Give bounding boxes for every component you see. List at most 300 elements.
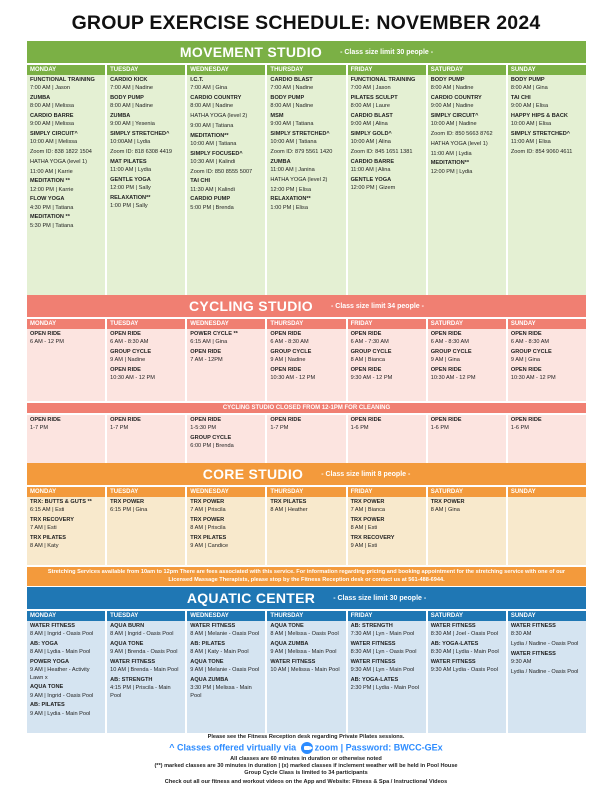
cycling-studio-section xyxy=(27,295,586,469)
class-detail: 6:00 PM | Brenda xyxy=(190,443,234,450)
class-detail: 9:30 AM xyxy=(510,659,532,666)
class-detail: 11:00 AM | Alina xyxy=(350,167,391,174)
day-header-friday: FRIDAY xyxy=(348,65,426,75)
class-detail: 1-6 PM xyxy=(510,425,529,432)
class-name: MSM xyxy=(270,113,284,120)
class-name: GROUP CYCLE xyxy=(190,435,232,442)
class-name: SIMPLY STRETCHED^ xyxy=(270,131,330,138)
class-name: AQUA ZUMBA xyxy=(190,677,229,684)
class-name: BODY PUMP xyxy=(270,95,305,102)
class-name: TAI CHI xyxy=(190,178,211,185)
day-column-tuesday xyxy=(107,497,185,565)
class-name: GROUP CYCLE xyxy=(270,349,312,356)
class-name: TRX: BUTTS & GUTS ** xyxy=(30,499,92,505)
class-name: WATER FITNESS xyxy=(430,659,476,666)
class-detail: 12:00 PM | Elisa xyxy=(270,186,312,193)
day-column-saturday xyxy=(428,75,506,309)
class-detail: 8 AM | Bianca xyxy=(350,357,385,364)
class-name: CARDIO PUMP xyxy=(190,196,231,203)
class-detail: 9 AM | Brenda - Oasis Pool xyxy=(110,649,178,656)
class-name: BODY PUMP xyxy=(110,95,144,102)
class-detail: 10:30 AM - 12 PM xyxy=(110,375,155,382)
day-column-monday xyxy=(27,329,105,401)
class-detail: 8 AM | Priscila xyxy=(190,525,226,532)
class-name: CARDIO BARRE xyxy=(350,158,395,165)
class-name: WATER FITNESS xyxy=(30,623,75,629)
class-detail: 9 AM | Heather - Activity Lawn x xyxy=(30,667,90,681)
day-column-saturday xyxy=(428,415,506,469)
class-detail: 7:00 AM | Nadine xyxy=(110,85,153,92)
class-detail: 8 AM | Ingrid - Oasis Pool xyxy=(110,631,174,638)
class-name: CARDIO BARRE xyxy=(30,113,74,120)
day-column-tuesday xyxy=(107,75,185,309)
day-column-sunday xyxy=(508,415,586,469)
class-name: TRX POWER xyxy=(110,499,145,505)
duration-note: All classes are 60 minutes in duration or otherwise noted xyxy=(230,756,382,762)
class-name: ZUMBA xyxy=(30,95,51,102)
day-column-tuesday xyxy=(107,329,185,401)
class-name: CARDIO BLAST xyxy=(270,77,313,83)
day-header-thursday: THURSDAY xyxy=(267,65,345,75)
class-name: HAPPY HIPS & BACK xyxy=(510,113,568,120)
class-detail: HATHA YOGA (level 2) xyxy=(190,113,248,120)
class-name: OPEN RIDE xyxy=(110,331,141,337)
class-name: OPEN RIDE xyxy=(510,417,542,423)
class-name: POWER YOGA xyxy=(30,659,70,666)
zoom-password: | Password: BWCC-GEx xyxy=(340,742,443,753)
class-name: WATER FITNESS xyxy=(110,659,156,666)
class-detail: 7 AM | Esti xyxy=(30,525,57,532)
day-header-wednesday: WEDNESDAY xyxy=(187,611,265,621)
class-name: RELAXATION** xyxy=(110,194,151,201)
class-name: CARDIO BLAST xyxy=(350,113,393,120)
class-name: TRX POWER xyxy=(430,499,465,505)
class-detail: 12:00 PM | Lydia xyxy=(430,168,473,175)
class-detail: 1-7 PM xyxy=(110,425,129,432)
class-name: TRX RECOVERY xyxy=(30,517,74,524)
class-detail: 3:30 PM | Melissa - Main Pool xyxy=(190,685,252,699)
class-detail: 10:00 AM | Melissa xyxy=(30,139,78,146)
class-detail: 8 AM | Gina xyxy=(430,507,460,514)
class-detail: 8 AM | Lydia - Main Pool xyxy=(30,649,91,656)
class-name: OPEN RIDE xyxy=(350,367,382,374)
class-detail: 6:15 AM | Gina xyxy=(190,339,228,346)
class-name: OPEN RIDE xyxy=(510,331,542,337)
day-header-saturday: SATURDAY xyxy=(428,487,506,497)
class-detail: 7:30 AM | Lyn - Main Pool xyxy=(350,631,415,638)
day-column-friday xyxy=(348,497,426,565)
class-name: WATER FITNESS xyxy=(430,623,476,629)
class-name: GROUP CYCLE xyxy=(430,349,472,356)
class-name: PILATES SCULPT xyxy=(350,95,398,102)
class-detail: 1:00 PM | Elisa xyxy=(270,204,308,211)
page-title: GROUP EXERCISE SCHEDULE: NOVEMBER 2024 xyxy=(71,12,541,34)
class-detail: 9 AM | Lydia - Main Pool xyxy=(30,710,91,717)
class-detail: 9 AM | Esti xyxy=(350,543,378,550)
day-header-thursday: THURSDAY xyxy=(267,611,345,621)
class-detail: 10:30 AM - 12 PM xyxy=(510,375,556,382)
day-header-wednesday: WEDNESDAY xyxy=(187,65,265,75)
day-header-friday: FRIDAY xyxy=(348,611,426,621)
class-name: AQUA TONE xyxy=(270,623,304,629)
class-detail: 6 AM - 8:30 AM xyxy=(430,339,469,346)
cycling-studio-title: CYCLING STUDIO xyxy=(189,298,313,314)
cycling-closed-notice: CYCLING STUDIO CLOSED FROM 12-1PM FOR CLEANING xyxy=(27,403,586,413)
class-name: AB: PILATES xyxy=(190,641,225,648)
class-detail: 8:00 AM | Nadine xyxy=(430,85,474,92)
class-name: FLOW YOGA xyxy=(30,196,65,203)
class-name: AB: STRENGTH xyxy=(110,677,153,684)
movement-studio-section xyxy=(27,41,586,309)
class-name: ZUMBA xyxy=(110,113,131,120)
class-name: OPEN RIDE xyxy=(30,331,61,337)
class-detail: 9:30 AM - 12 PM xyxy=(350,375,393,382)
group-cycle-limit-note: Group Cycle Class is limited to 34 participants xyxy=(244,770,368,776)
class-name: SIMPLY CIRCUIT^ xyxy=(30,131,78,138)
class-name: TAI CHI xyxy=(510,95,531,102)
day-column-monday xyxy=(27,415,105,469)
class-name: BODY PUMP xyxy=(510,77,545,83)
class-detail: 10 AM | Brenda - Main Pool xyxy=(110,667,179,674)
aquatic-class-limit: - Class size limit 30 people - xyxy=(333,594,427,602)
class-detail: 8:00 AM | Nadine xyxy=(110,103,153,110)
class-detail: 9 AM | Ingrid - Oasis Pool xyxy=(30,692,94,699)
day-column-wednesday xyxy=(187,75,265,309)
class-detail: 4:30 PM | Tatiana xyxy=(30,204,74,211)
zoom-icon xyxy=(301,742,313,754)
class-detail: 12:00 PM | Gizem xyxy=(350,185,396,192)
class-detail: 8:30 AM xyxy=(510,631,532,638)
class-detail: 10:30 AM - 12 PM xyxy=(430,375,476,382)
class-name: WATER FITNESS xyxy=(350,641,396,648)
class-name: WATER FITNESS xyxy=(510,650,556,657)
class-detail: 9:00 AM | Alina xyxy=(350,121,388,128)
class-name: AQUA BURN xyxy=(110,623,145,629)
class-detail: 7 AM | Bianca xyxy=(350,507,385,514)
class-detail: 1-5:30 PM xyxy=(190,425,217,432)
class-detail: 1-7 PM xyxy=(270,425,289,432)
class-name: AB: YOGA-LATES xyxy=(430,641,479,648)
day-column-thursday xyxy=(267,75,345,309)
class-detail: 9 AM | Gina xyxy=(430,357,460,364)
class-name: CARDIO COUNTRY xyxy=(430,95,482,102)
day-column-wednesday xyxy=(187,497,265,565)
class-name: TRX PILATES xyxy=(270,499,307,505)
class-name: OPEN RIDE xyxy=(270,331,302,337)
class-name: OPEN RIDE xyxy=(510,367,542,374)
class-detail: 9:00 AM | Tatiana xyxy=(270,121,314,128)
day-column-wednesday xyxy=(187,621,265,733)
day-column-thursday xyxy=(267,621,345,733)
day-header-saturday: SATURDAY xyxy=(428,65,506,75)
class-name: TRX POWER xyxy=(350,517,385,524)
class-name: POWER CYCLE ** xyxy=(190,331,238,337)
class-detail: 7:00 AM | Nadine xyxy=(270,85,314,92)
class-detail: 11:00 AM | Janina xyxy=(270,167,315,174)
class-detail: 1-7 PM xyxy=(30,425,49,432)
class-name: TRX RECOVERY xyxy=(350,535,395,542)
class-detail: 10:30 AM | Kalindi xyxy=(190,158,236,165)
class-detail: 6 AM - 8:30 AM xyxy=(270,339,309,346)
class-detail: 11:00 AM | Elisa xyxy=(510,139,551,146)
day-header-tuesday: TUESDAY xyxy=(107,65,185,75)
class-detail: 6 AM - 8:30 AM xyxy=(110,339,149,346)
day-header-thursday: THURSDAY xyxy=(267,487,345,497)
class-name: OPEN RIDE xyxy=(190,417,222,423)
class-name: WATER FITNESS xyxy=(350,659,396,666)
class-detail: Zoom ID: 838 1822 1504 xyxy=(30,149,92,156)
class-name: WATER FITNESS xyxy=(190,623,236,629)
class-detail: 5:00 PM | Brenda xyxy=(190,204,234,211)
class-detail: 8:00 AM | Nadine xyxy=(270,103,314,110)
class-name: TRX PILATES xyxy=(190,535,227,542)
class-name: OPEN RIDE xyxy=(110,417,141,423)
class-detail: Lydia / Nadine - Oasis Pool xyxy=(510,641,579,648)
class-name: GROUP CYCLE xyxy=(510,349,552,356)
class-detail: 8:30 AM | Joel - Oasis Pool xyxy=(430,631,499,638)
class-name: OPEN RIDE xyxy=(430,367,462,374)
class-detail: Zoom ID: 818 6308 4419 xyxy=(110,149,173,156)
day-column-monday xyxy=(27,621,105,733)
class-detail: HATHA YOGA (level 1) xyxy=(30,158,87,165)
class-detail: 9:00 AM | Tatiana xyxy=(190,122,234,129)
class-name: MAT PILATES xyxy=(110,158,147,165)
class-detail: 10:00 AM | Tatiana xyxy=(190,140,237,147)
day-column-sunday xyxy=(508,497,586,565)
class-detail: 9:00 AM | Nadine xyxy=(430,103,474,110)
class-detail: 4:15 PM | Priscila - Main Pool xyxy=(110,685,171,699)
day-column-tuesday xyxy=(107,621,185,733)
class-detail: 7:00 AM | Jason xyxy=(30,85,71,92)
class-detail: 8:00 AM | Nadine xyxy=(190,103,234,110)
class-detail: 9 AM | Gina xyxy=(510,357,540,364)
day-header-tuesday: TUESDAY xyxy=(107,487,185,497)
class-name: FUNCTIONAL TRAINING xyxy=(350,77,416,83)
class-name: AB: YOGA-LATES xyxy=(350,677,399,684)
class-detail: 9 AM | Melissa - Main Pool xyxy=(270,649,337,656)
class-name: SIMPLY CIRCUIT^ xyxy=(430,113,479,120)
core-studio-title: CORE STUDIO xyxy=(202,466,304,482)
class-name: SIMPLY GOLD^ xyxy=(350,131,392,138)
class-name: GENTLE YOGA xyxy=(110,176,151,183)
day-column-sunday xyxy=(508,329,586,401)
class-name: MEDITATION ** xyxy=(30,178,70,185)
class-detail: Lydia / Nadine - Oasis Pool xyxy=(510,668,579,675)
class-detail: HATHA YOGA (level 1) xyxy=(430,140,488,147)
day-column-wednesday xyxy=(187,415,265,469)
class-detail: Zoom ID: 879 5561 1420 xyxy=(270,149,333,156)
class-name: AB: STRENGTH xyxy=(350,623,393,629)
day-header-monday: MONDAY xyxy=(27,319,105,329)
day-column-sunday xyxy=(508,621,586,733)
class-detail: 6:15 PM | Gina xyxy=(110,507,148,514)
class-name: TRX POWER xyxy=(350,499,385,505)
class-detail: 8 AM | Esti xyxy=(350,525,378,532)
aquatic-center-header xyxy=(27,587,586,609)
aquatic-center-section xyxy=(27,587,586,733)
class-name: GROUP CYCLE xyxy=(110,349,152,356)
class-detail: 9:00 AM | Elisa xyxy=(510,103,549,110)
class-name: BODY PUMP xyxy=(430,77,465,83)
class-name: AQUA TONE xyxy=(110,641,144,648)
day-header-tuesday: TUESDAY xyxy=(107,611,185,621)
class-detail: 7 AM - 12PM xyxy=(190,357,223,364)
day-header-thursday: THURSDAY xyxy=(267,319,345,329)
class-name: CARDIO KICK xyxy=(110,77,148,83)
day-header-sunday: SUNDAY xyxy=(508,487,586,497)
day-column-monday xyxy=(27,497,105,565)
aquatic-center-title: AQUATIC CENTER xyxy=(186,590,316,606)
class-name: TRX POWER xyxy=(190,499,225,505)
class-detail: 6:15 AM | Esti xyxy=(30,507,65,514)
class-name: OPEN RIDE xyxy=(350,331,382,337)
marked-classes-note: (**) marked classes are 30 minutes in duration | (x) marked classes if inclement weather will be held in Pool House xyxy=(154,763,458,769)
class-name: GROUP CYCLE xyxy=(350,349,392,356)
class-detail: 6 AM - 8:30 AM xyxy=(510,339,550,346)
class-detail: 10:30 AM - 12 PM xyxy=(270,375,316,382)
day-header-monday: MONDAY xyxy=(27,611,105,621)
class-name: CARDIO COUNTRY xyxy=(190,95,242,102)
class-name: OPEN RIDE xyxy=(270,417,302,423)
class-detail: 9 AM | Nadine xyxy=(270,357,306,364)
class-detail: 10:00 AM | Elisa xyxy=(510,121,552,128)
class-detail: 11:30 AM | Kalindi xyxy=(190,186,235,193)
class-detail: 8 AM | Melissa - Oasis Pool xyxy=(270,631,339,638)
day-column-tuesday xyxy=(107,415,185,469)
day-column-friday xyxy=(348,329,426,401)
class-detail: 12:00 PM | Sally xyxy=(110,185,151,192)
day-header-friday: FRIDAY xyxy=(348,487,426,497)
class-name: AQUA TONE xyxy=(30,684,64,691)
day-header-monday: MONDAY xyxy=(27,487,105,497)
core-class-limit: - Class size limit 8 people - xyxy=(321,470,411,478)
day-column-thursday xyxy=(267,497,345,565)
class-detail: 1-6 PM xyxy=(430,425,449,432)
class-detail: 10:00 AM | Alina xyxy=(350,139,391,146)
class-name: OPEN RIDE xyxy=(30,417,61,423)
class-detail: 8:30 AM | Lydia - Main Pool xyxy=(430,649,499,656)
virtual-classes-text: ^ Classes offered virtually via xyxy=(169,742,297,753)
private-pilates-note: Please see the Fitness Reception desk regarding Private Pilates sessions. xyxy=(207,734,405,740)
day-header-friday: FRIDAY xyxy=(348,319,426,329)
class-detail: HATHA YOGA (level 2) xyxy=(270,176,328,183)
day-header-monday: MONDAY xyxy=(27,65,105,75)
class-detail: 11:00 AM | Lydia xyxy=(430,150,472,157)
class-detail: 1-6 PM xyxy=(350,425,369,432)
movement-class-limit: - Class size limit 30 people - xyxy=(340,48,434,56)
day-column-saturday xyxy=(428,329,506,401)
day-header-wednesday: WEDNESDAY xyxy=(187,319,265,329)
class-detail: 9 AM | Candice xyxy=(190,543,229,550)
class-detail: 10:00AM | Lydia xyxy=(110,139,151,146)
day-header-saturday: SATURDAY xyxy=(428,611,506,621)
class-detail: 8:00 AM | Laure xyxy=(350,103,390,110)
class-detail: 5:30 PM | Tatiana xyxy=(30,222,74,229)
class-detail: 8:00 AM | Gina xyxy=(510,85,548,92)
day-header-saturday: SATURDAY xyxy=(428,319,506,329)
class-detail: 10:00 AM | Tatiana xyxy=(270,139,317,146)
class-detail: 11:00 AM | Karrie xyxy=(30,168,73,175)
cycling-studio-header xyxy=(27,295,586,317)
day-column-friday xyxy=(348,621,426,733)
class-detail: 6 AM - 7:30 AM xyxy=(350,339,389,346)
class-detail: Zoom ID: 850 5663 8762 xyxy=(430,131,493,138)
class-detail: 11:00 AM | Lydia xyxy=(110,167,152,174)
class-detail: Zoom ID: 845 1651 1381 xyxy=(350,149,413,156)
class-detail: 9:30 AM Lydia - Oasis Pool xyxy=(430,667,498,674)
day-column-friday xyxy=(348,415,426,469)
class-detail: 8 AM | Katy xyxy=(30,543,59,550)
day-header-sunday: SUNDAY xyxy=(508,319,586,329)
class-detail: 9 AM | Nadine xyxy=(110,357,146,364)
class-name: MEDITATION** xyxy=(190,132,229,139)
day-column-friday xyxy=(348,75,426,309)
class-name: MEDITATION ** xyxy=(30,214,70,221)
stretching-services-note: Stretching Services available from 10am to 12pm There are fees associated with this service. For information regarding pricing and booking appointment for the stretching service with one of our Licensed Massage Therapists, please stop by the Fitness Reception desk or contact us at 561-488-6944. xyxy=(27,567,586,586)
class-name: I.C.T. xyxy=(190,77,204,83)
class-name: MEDITATION** xyxy=(430,160,470,167)
class-name: AB: YOGA xyxy=(30,641,58,648)
class-detail: 10:00 AM | Nadine xyxy=(430,121,477,128)
class-detail: 8 AM | Heather xyxy=(270,507,308,514)
class-detail: 9:00 AM | Melissa xyxy=(30,121,75,128)
class-detail: 10 AM | Melissa - Main Pool xyxy=(270,667,340,674)
day-column-saturday xyxy=(428,621,506,733)
class-name: TRX PILATES xyxy=(30,535,66,542)
class-detail: 7:00 AM | Gina xyxy=(190,85,228,92)
class-detail: Zoom ID: 854 9060 4611 xyxy=(510,149,573,156)
class-name: TRX POWER xyxy=(190,517,225,524)
class-name: OPEN RIDE xyxy=(430,417,462,423)
class-name: OPEN RIDE xyxy=(190,349,222,356)
class-detail: 9 AM | Melanie - Oasis Pool xyxy=(190,667,260,674)
class-detail: 9:30 AM | Lyn - Main Pool xyxy=(350,667,415,674)
class-detail: 12:00 PM | Karrie xyxy=(30,186,74,193)
class-name: SIMPLY STRETCHED^ xyxy=(510,131,571,138)
class-name: AQUA TONE xyxy=(190,659,224,666)
class-name: SIMPLY STRETCHED^ xyxy=(110,131,170,138)
day-header-tuesday: TUESDAY xyxy=(107,319,185,329)
day-column-thursday xyxy=(267,329,345,401)
day-header-wednesday: WEDNESDAY xyxy=(187,487,265,497)
class-detail: 7:00 AM | Jason xyxy=(350,85,391,92)
class-name: ZUMBA xyxy=(270,158,291,165)
class-name: OPEN RIDE xyxy=(270,367,302,374)
class-name: RELAXATION** xyxy=(270,196,311,203)
class-name: FUNCTIONAL TRAINING xyxy=(30,77,95,83)
class-detail: 8 AM | Ingrid - Oasis Pool xyxy=(30,631,94,638)
class-name: OPEN RIDE xyxy=(110,367,141,374)
class-detail: 6 AM - 12 PM xyxy=(30,339,64,346)
class-name: OPEN RIDE xyxy=(350,417,382,423)
class-detail: 8:00 AM | Melissa xyxy=(30,103,75,110)
class-name: GENTLE YOGA xyxy=(350,176,392,183)
class-name: WATER FITNESS xyxy=(270,659,316,666)
class-name: OPEN RIDE xyxy=(430,331,462,337)
core-studio-header xyxy=(27,463,586,485)
class-detail: 2:30 PM | Lydia - Main Pool xyxy=(350,685,419,692)
class-detail: Zoom ID: 850 8555 5007 xyxy=(190,168,253,175)
day-header-sunday: SUNDAY xyxy=(508,611,586,621)
class-name: SIMPLY FOCUSED^ xyxy=(190,150,243,157)
videos-note: Check out all our fitness and workout videos on the App and Website: Fitness & Spa / Instructional Videos xyxy=(164,779,448,785)
class-detail: 9:00 AM | Yesenia xyxy=(110,121,155,128)
class-name: WATER FITNESS xyxy=(510,623,556,629)
day-column-sunday xyxy=(508,75,586,309)
core-studio-section xyxy=(27,463,586,586)
class-name: AB: PILATES xyxy=(30,702,65,709)
zoom-wordmark: zoom xyxy=(314,742,339,753)
